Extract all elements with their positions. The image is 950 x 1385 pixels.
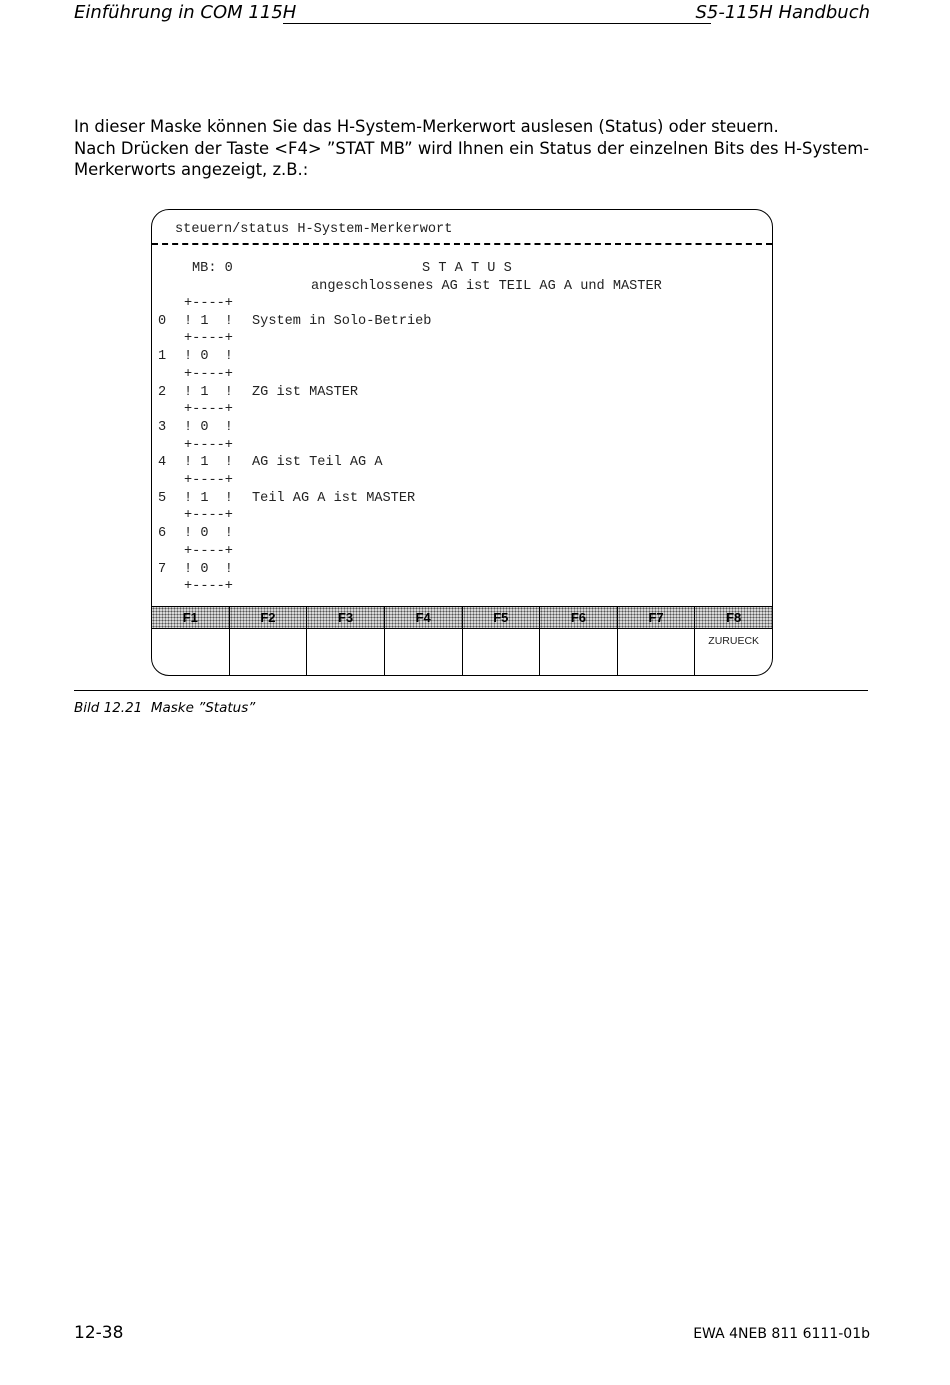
bit-value-cell: ! 1 ! (184, 313, 233, 329)
bit-box-border: +----+ (184, 473, 233, 488)
status-heading: S T A T U S (422, 261, 512, 276)
bit-value-cell: ! 0 ! (184, 349, 233, 365)
bit-index: 7 (158, 561, 167, 577)
function-key-label: F7 (618, 606, 695, 629)
function-key-f6[interactable] (540, 606, 618, 676)
terminal-screen (151, 209, 773, 676)
function-key-bar (152, 606, 772, 676)
function-key-f1[interactable] (152, 606, 230, 676)
bit-box-border: +----+ (184, 508, 233, 524)
bit-box-border: +----+ (184, 543, 233, 559)
bit-description: Teil AG A ist MASTER (252, 490, 416, 506)
bit-value-cell: ! 1 ! (184, 455, 233, 471)
function-key-action (230, 629, 307, 676)
function-key-label: F8 (695, 606, 772, 629)
bit-box-border: +----+ (184, 437, 233, 453)
bit-index: 6 (158, 526, 167, 542)
bit-description: AG ist Teil AG A (252, 455, 383, 471)
function-key-label: F5 (463, 606, 540, 629)
bit-box-border: +----+ (184, 366, 233, 382)
bit-index: 1 (158, 349, 167, 365)
bit-box-border: +----+ (184, 296, 233, 311)
function-key-action (385, 629, 462, 676)
function-key-f7[interactable] (618, 606, 696, 676)
function-key-label: F3 (307, 606, 384, 629)
function-key-f4[interactable] (385, 606, 463, 676)
bit-value-cell: ! 0 ! (184, 526, 233, 542)
intro-line-2: Nach Drücken der Taste <F4> ”STAT MB” wird Ihnen ein Status der einzelnen Bits des H-System-Merkerworts angezeigt, z.B.: (74, 138, 870, 179)
function-key-label: F4 (385, 606, 462, 629)
bit-box-border: +----+ (184, 331, 233, 347)
function-key-label: F6 (540, 606, 617, 629)
caption-rule (74, 690, 868, 691)
bit-description: ZG ist MASTER (252, 384, 359, 400)
screen-title: steuern/status H-System-Merkerwort (175, 222, 453, 237)
screen-title-separator (152, 243, 772, 245)
header-title-left: Einführung in COM 115H (74, 2, 297, 23)
bit-index: 0 (158, 313, 167, 329)
function-key-action (463, 629, 540, 676)
document-id: EWA 4NEB 811 6111-01b (693, 1326, 870, 1342)
function-key-action (152, 629, 229, 676)
intro-text (74, 116, 874, 181)
bit-value-cell: ! 0 ! (184, 419, 233, 435)
function-key-action (307, 629, 384, 676)
bit-value-cell: ! 0 ! (184, 561, 233, 577)
mb-label: MB: 0 (192, 261, 233, 276)
header-rule (283, 23, 711, 24)
bit-description: System in Solo-Betrieb (252, 313, 432, 329)
function-key-action (618, 629, 695, 676)
status-subtitle: angeschlossenes AG ist TEIL AG A und MASTER (311, 279, 662, 294)
bit-index: 2 (158, 384, 167, 400)
function-key-f5[interactable] (463, 606, 541, 676)
bit-value-cell: ! 1 ! (184, 490, 233, 506)
page-number: 12-38 (74, 1323, 124, 1343)
bit-index: 3 (158, 419, 167, 435)
function-key-f8[interactable] (695, 606, 772, 676)
bit-value-cell: ! 1 ! (184, 384, 233, 400)
bit-index: 4 (158, 455, 167, 471)
function-key-label: F2 (230, 606, 307, 629)
bit-box-border: +----+ (184, 579, 233, 595)
bit-box-border: +----+ (184, 402, 233, 418)
figure-caption: Bild 12.21 Maske ”Status” (74, 700, 256, 716)
function-key-action (540, 629, 617, 676)
header-title-right: S5-115H Handbuch (695, 2, 870, 23)
bit-index: 5 (158, 490, 167, 506)
function-key-f3[interactable] (307, 606, 385, 676)
function-key-label: F1 (152, 606, 229, 629)
function-key-action: ZURUECK (708, 635, 760, 647)
function-key-f2[interactable] (230, 606, 308, 676)
intro-line-1: In dieser Maske können Sie das H-System-Merkerwort auslesen (Status) oder steuern. (74, 117, 779, 136)
